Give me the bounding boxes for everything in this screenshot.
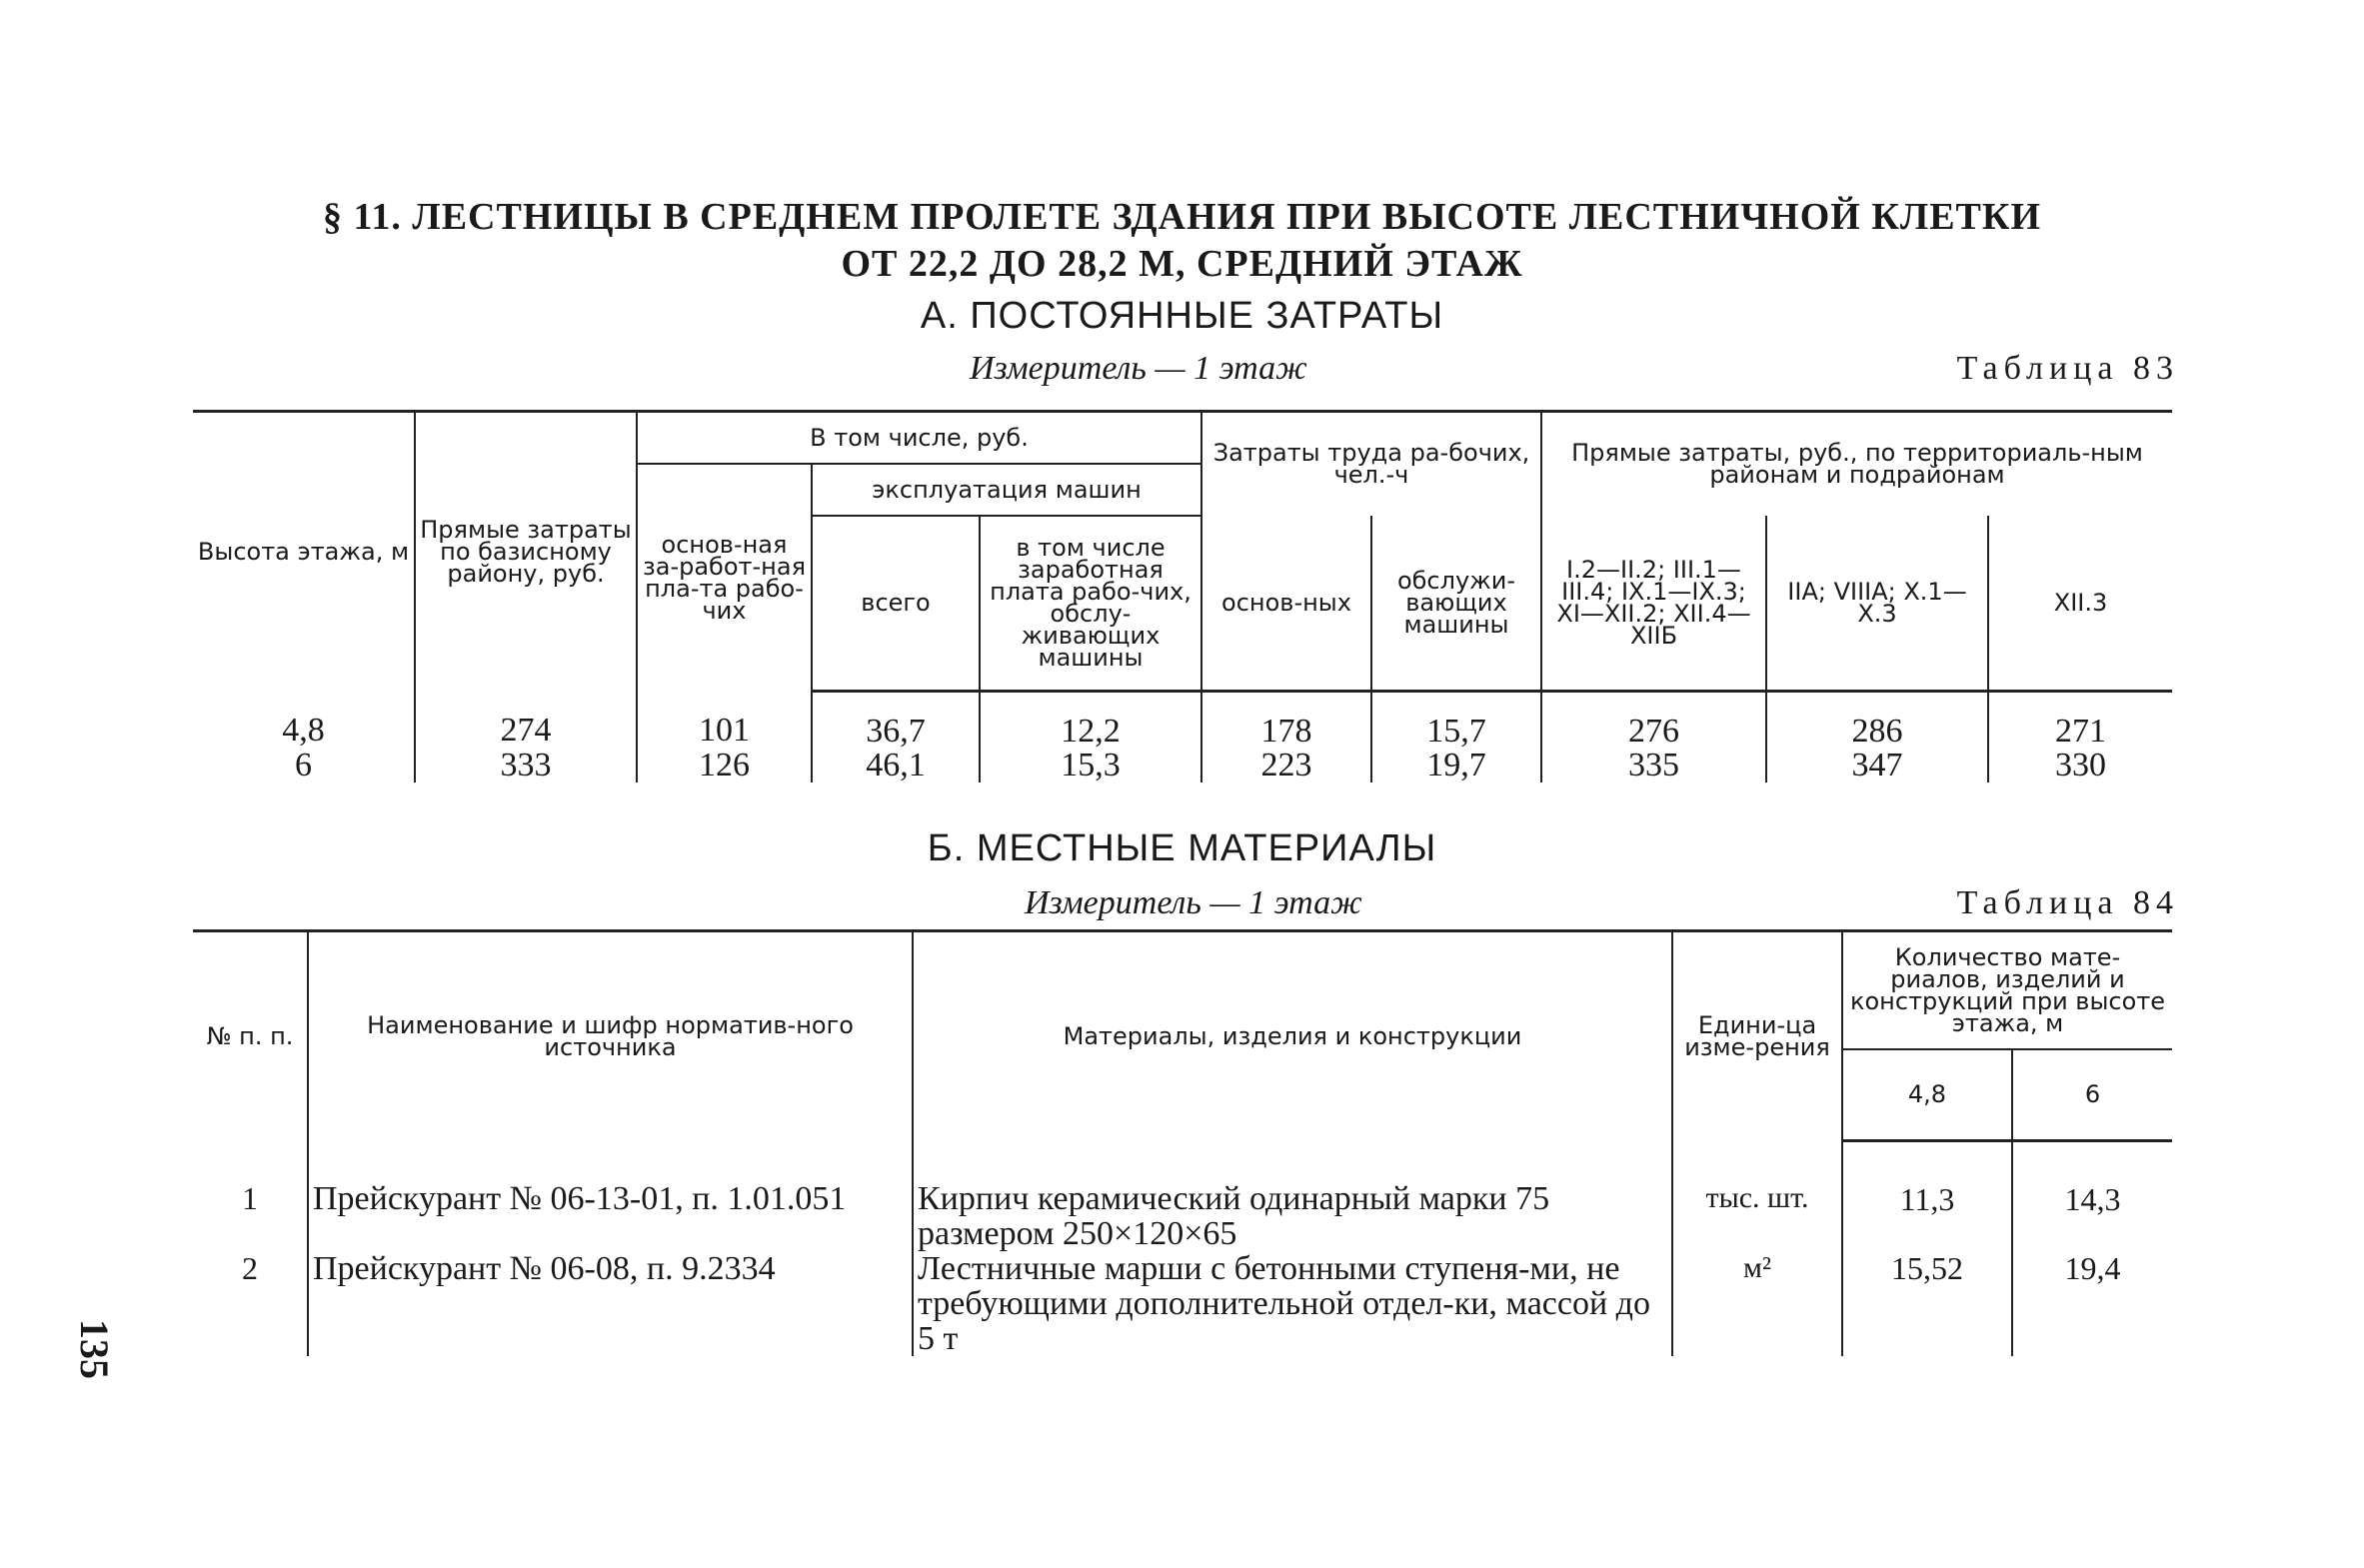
- header-machine-operation: эксплуатация машин: [812, 464, 1201, 516]
- cell-source: Прейскурант № 06-13-01, п. 1.01.051: [308, 1141, 913, 1251]
- meter-label-b: Измеритель — 1 этаж: [1025, 884, 1362, 921]
- cell-qty-6: 19,4: [2012, 1251, 2172, 1356]
- header-region-2: IIА; VIIIА; X.1—X.3: [1766, 516, 1988, 692]
- table-row: [193, 1141, 2172, 1251]
- table-number-84: Таблица 84: [1956, 884, 2179, 921]
- cell-material: Кирпич керамический одинарный марки 75 размером 250×120×65: [913, 1141, 1672, 1251]
- header-no: № п. п.: [193, 931, 308, 1141]
- cell-qty-4-8: 15,52: [1842, 1251, 2012, 1356]
- table-84: [193, 929, 2172, 1356]
- meter-label-a: Измеритель — 1 этаж: [970, 350, 1307, 387]
- cell-height: 4,8: [193, 692, 415, 750]
- header-region-1: I.2—II.2; III.1—III.4; IX.1—IX.3; XI—XII.2; XII.4—XIIБ: [1541, 516, 1766, 692]
- header-machine-wage: в том числе заработная плата рабо-чих, обслу-живающих машины: [980, 516, 1201, 692]
- header-height: Высота этажа, м: [193, 412, 415, 692]
- cell-region-2: 286: [1766, 692, 1988, 750]
- cell-wage: 101: [637, 692, 812, 750]
- header-labor: Затраты труда ра-бочих, чел.-ч: [1201, 412, 1541, 516]
- table-row: [193, 1251, 2172, 1356]
- cell-qty-6: 14,3: [2012, 1141, 2172, 1251]
- header-direct-costs: Прямые затраты по базисному району, руб.: [415, 412, 637, 692]
- cell-total: 36,7: [812, 692, 980, 750]
- header-height-4-8: 4,8: [1842, 1049, 2012, 1141]
- cell-region-2: 347: [1766, 749, 1988, 783]
- cell-direct: 274: [415, 692, 637, 750]
- table-number-83: Таблица 83: [1956, 350, 2179, 387]
- cell-qty-4-8: 11,3: [1842, 1141, 2012, 1251]
- table-row: [193, 692, 2172, 750]
- header-region-3: XII.3: [1988, 516, 2172, 692]
- cell-incl-wage: 15,3: [980, 749, 1201, 783]
- cell-unit: м²: [1672, 1251, 1842, 1356]
- cell-labor-service: 15,7: [1371, 692, 1541, 750]
- header-materials: Материалы, изделия и конструкции: [913, 931, 1672, 1141]
- header-regions: Прямые затраты, руб., по территориаль-ным районам и подрайонам: [1541, 412, 2172, 516]
- cell-unit: тыс. шт.: [1672, 1141, 1842, 1251]
- header-height-6: 6: [2012, 1049, 2172, 1141]
- subsection-b-title: Б. МЕСТНЫЕ МАТЕРИАЛЫ: [927, 827, 1437, 869]
- subsection-a-title: А. ПОСТОЯННЫЕ ЗАТРАТЫ: [920, 295, 1444, 337]
- section-heading-line-1: § 11. ЛЕСТНИЦЫ В СРЕДНЕМ ПРОЛЕТЕ ЗДАНИЯ ПРИ ВЫСОТЕ ЛЕСТНИЧНОЙ КЛЕТКИ: [322, 196, 2041, 238]
- cell-region-1: 335: [1541, 749, 1766, 783]
- table-row: [193, 749, 2172, 783]
- cell-labor-service: 19,7: [1371, 749, 1541, 783]
- cell-height: 6: [193, 749, 415, 783]
- page-number: 135: [72, 1319, 117, 1379]
- header-machines-total: всего: [812, 516, 980, 692]
- cell-incl-wage: 12,2: [980, 692, 1201, 750]
- header-quantity: Количество мате-риалов, изделий и конструкций при высоте этажа, м: [1842, 931, 2172, 1049]
- cell-region-3: 271: [1988, 692, 2172, 750]
- cell-labor-main: 178: [1201, 692, 1371, 750]
- cell-wage: 126: [637, 749, 812, 783]
- cell-source: Прейскурант № 06-08, п. 9.2334: [308, 1251, 913, 1356]
- cell-labor-main: 223: [1201, 749, 1371, 783]
- header-base-wage: основ-ная за-работ-ная пла-та рабо-чих: [637, 464, 812, 692]
- cell-direct: 333: [415, 749, 637, 783]
- cell-region-1: 276: [1541, 692, 1766, 750]
- header-labor-main: основ-ных: [1201, 516, 1371, 692]
- header-unit: Едини-ца изме-рения: [1672, 931, 1842, 1141]
- cell-no: 1: [193, 1141, 308, 1251]
- cell-total: 46,1: [812, 749, 980, 783]
- cell-region-3: 330: [1988, 749, 2172, 783]
- cell-no: 2: [193, 1251, 308, 1356]
- header-labor-service: обслужи-вающих машины: [1371, 516, 1541, 692]
- cell-material: Лестничные марши с бетонными ступеня-ми, не требующими дополнительной отдел-ки, массой до 5 т: [913, 1251, 1672, 1356]
- header-including: В том числе, руб.: [637, 412, 1201, 464]
- section-heading-line-2: ОТ 22,2 ДО 28,2 М, СРЕДНИЙ ЭТАЖ: [841, 243, 1523, 285]
- header-source: Наименование и шифр норматив-ного источника: [308, 931, 913, 1141]
- table-83: [193, 410, 2172, 783]
